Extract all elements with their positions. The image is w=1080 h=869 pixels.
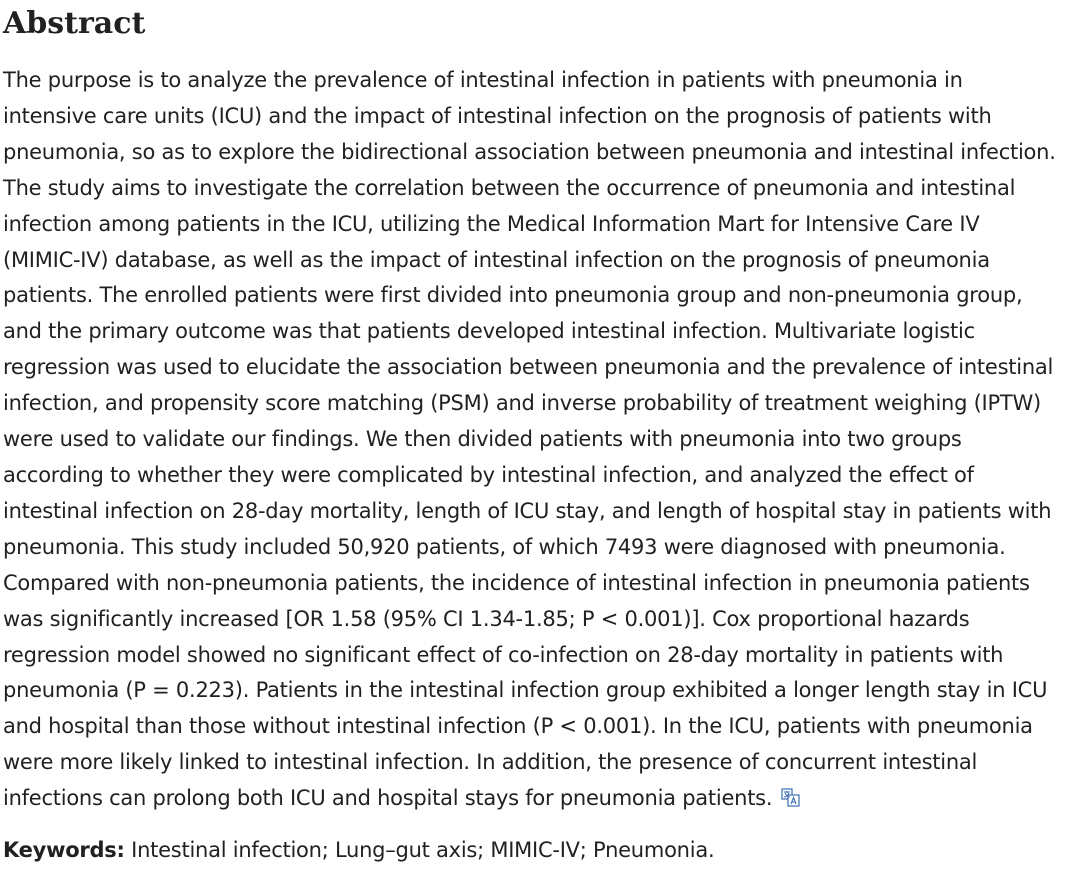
abstract-line: regression was used to elucidate the association between pneumonia and the prevalence of intestinal — [3, 355, 1054, 380]
keywords-label: Keywords: — [3, 838, 125, 863]
abstract-line: pneumonia, so as to explore the bidirectional association between pneumonia and intestinal infection. — [3, 139, 1056, 164]
keywords-text: Intestinal infection; Lung–gut axis; MIMIC-IV; Pneumonia. — [124, 838, 715, 863]
abstract-line: pneumonia (P = 0.223). Patients in the intestinal infection group exhibited a longer length stay in ICU — [3, 678, 1048, 703]
abstract-line: (MIMIC-IV) database, as well as the impact of intestinal infection on the prognosis of pneumonia — [3, 247, 990, 272]
abstract-line: infection among patients in the ICU, utilizing the Medical Information Mart for Intensive Care IV — [3, 211, 980, 236]
abstract-line: was significantly increased [OR 1.58 (95% CI 1.34-1.85; P < 0.001)]. Cox proportional hazards — [3, 606, 970, 631]
keywords — [3, 835, 1080, 865]
abstract-line: were used to validate our findings. We then divided patients with pneumonia into two groups — [3, 427, 962, 452]
abstract-line-last — [3, 781, 1080, 817]
abstract-line: patients. The enrolled patients were first divided into pneumonia group and non-pneumonia group, — [3, 283, 1023, 308]
abstract-line: infection, and propensity score matching (PSM) and inverse probability of treatment weighing (IPTW) — [3, 391, 1041, 416]
abstract-line: were more likely linked to intestinal infection. In addition, the presence of concurrent intestinal — [3, 750, 978, 775]
abstract-line: intestinal infection on 28-day mortality, length of ICU stay, and length of hospital stay in patients with — [3, 498, 1052, 523]
abstract-line: Compared with non-pneumonia patients, the incidence of intestinal infection in pneumonia patients — [3, 570, 1030, 595]
abstract-line: and the primary outcome was that patients developed intestinal infection. Multivariate logistic — [3, 319, 975, 344]
abstract-line: The study aims to investigate the correlation between the occurrence of pneumonia and intestinal — [3, 175, 1016, 200]
abstract-line: according to whether they were complicated by intestinal infection, and analyzed the effect of — [3, 462, 974, 487]
translate-icon[interactable] — [781, 783, 800, 802]
abstract-line: regression model showed no significant effect of co-infection on 28-day mortality in patients with — [3, 642, 1004, 667]
abstract-line: and hospital than those without intestinal infection (P < 0.001). In the ICU, patients with pneumonia — [3, 714, 1033, 739]
abstract-line: The purpose is to analyze the prevalence of intestinal infection in patients with pneumonia in — [3, 68, 963, 92]
section-title: Abstract — [3, 6, 146, 41]
abstract-text — [3, 63, 1080, 817]
abstract-line: intensive care units (ICU) and the impact of intestinal infection on the prognosis of patients with — [3, 103, 992, 128]
abstract-line-text: infections can prolong both ICU and hospital stays for pneumonia patients. — [3, 786, 773, 811]
abstract-line: pneumonia. This study included 50,920 patients, of which 7493 were diagnosed with pneumonia. — [3, 534, 1006, 559]
